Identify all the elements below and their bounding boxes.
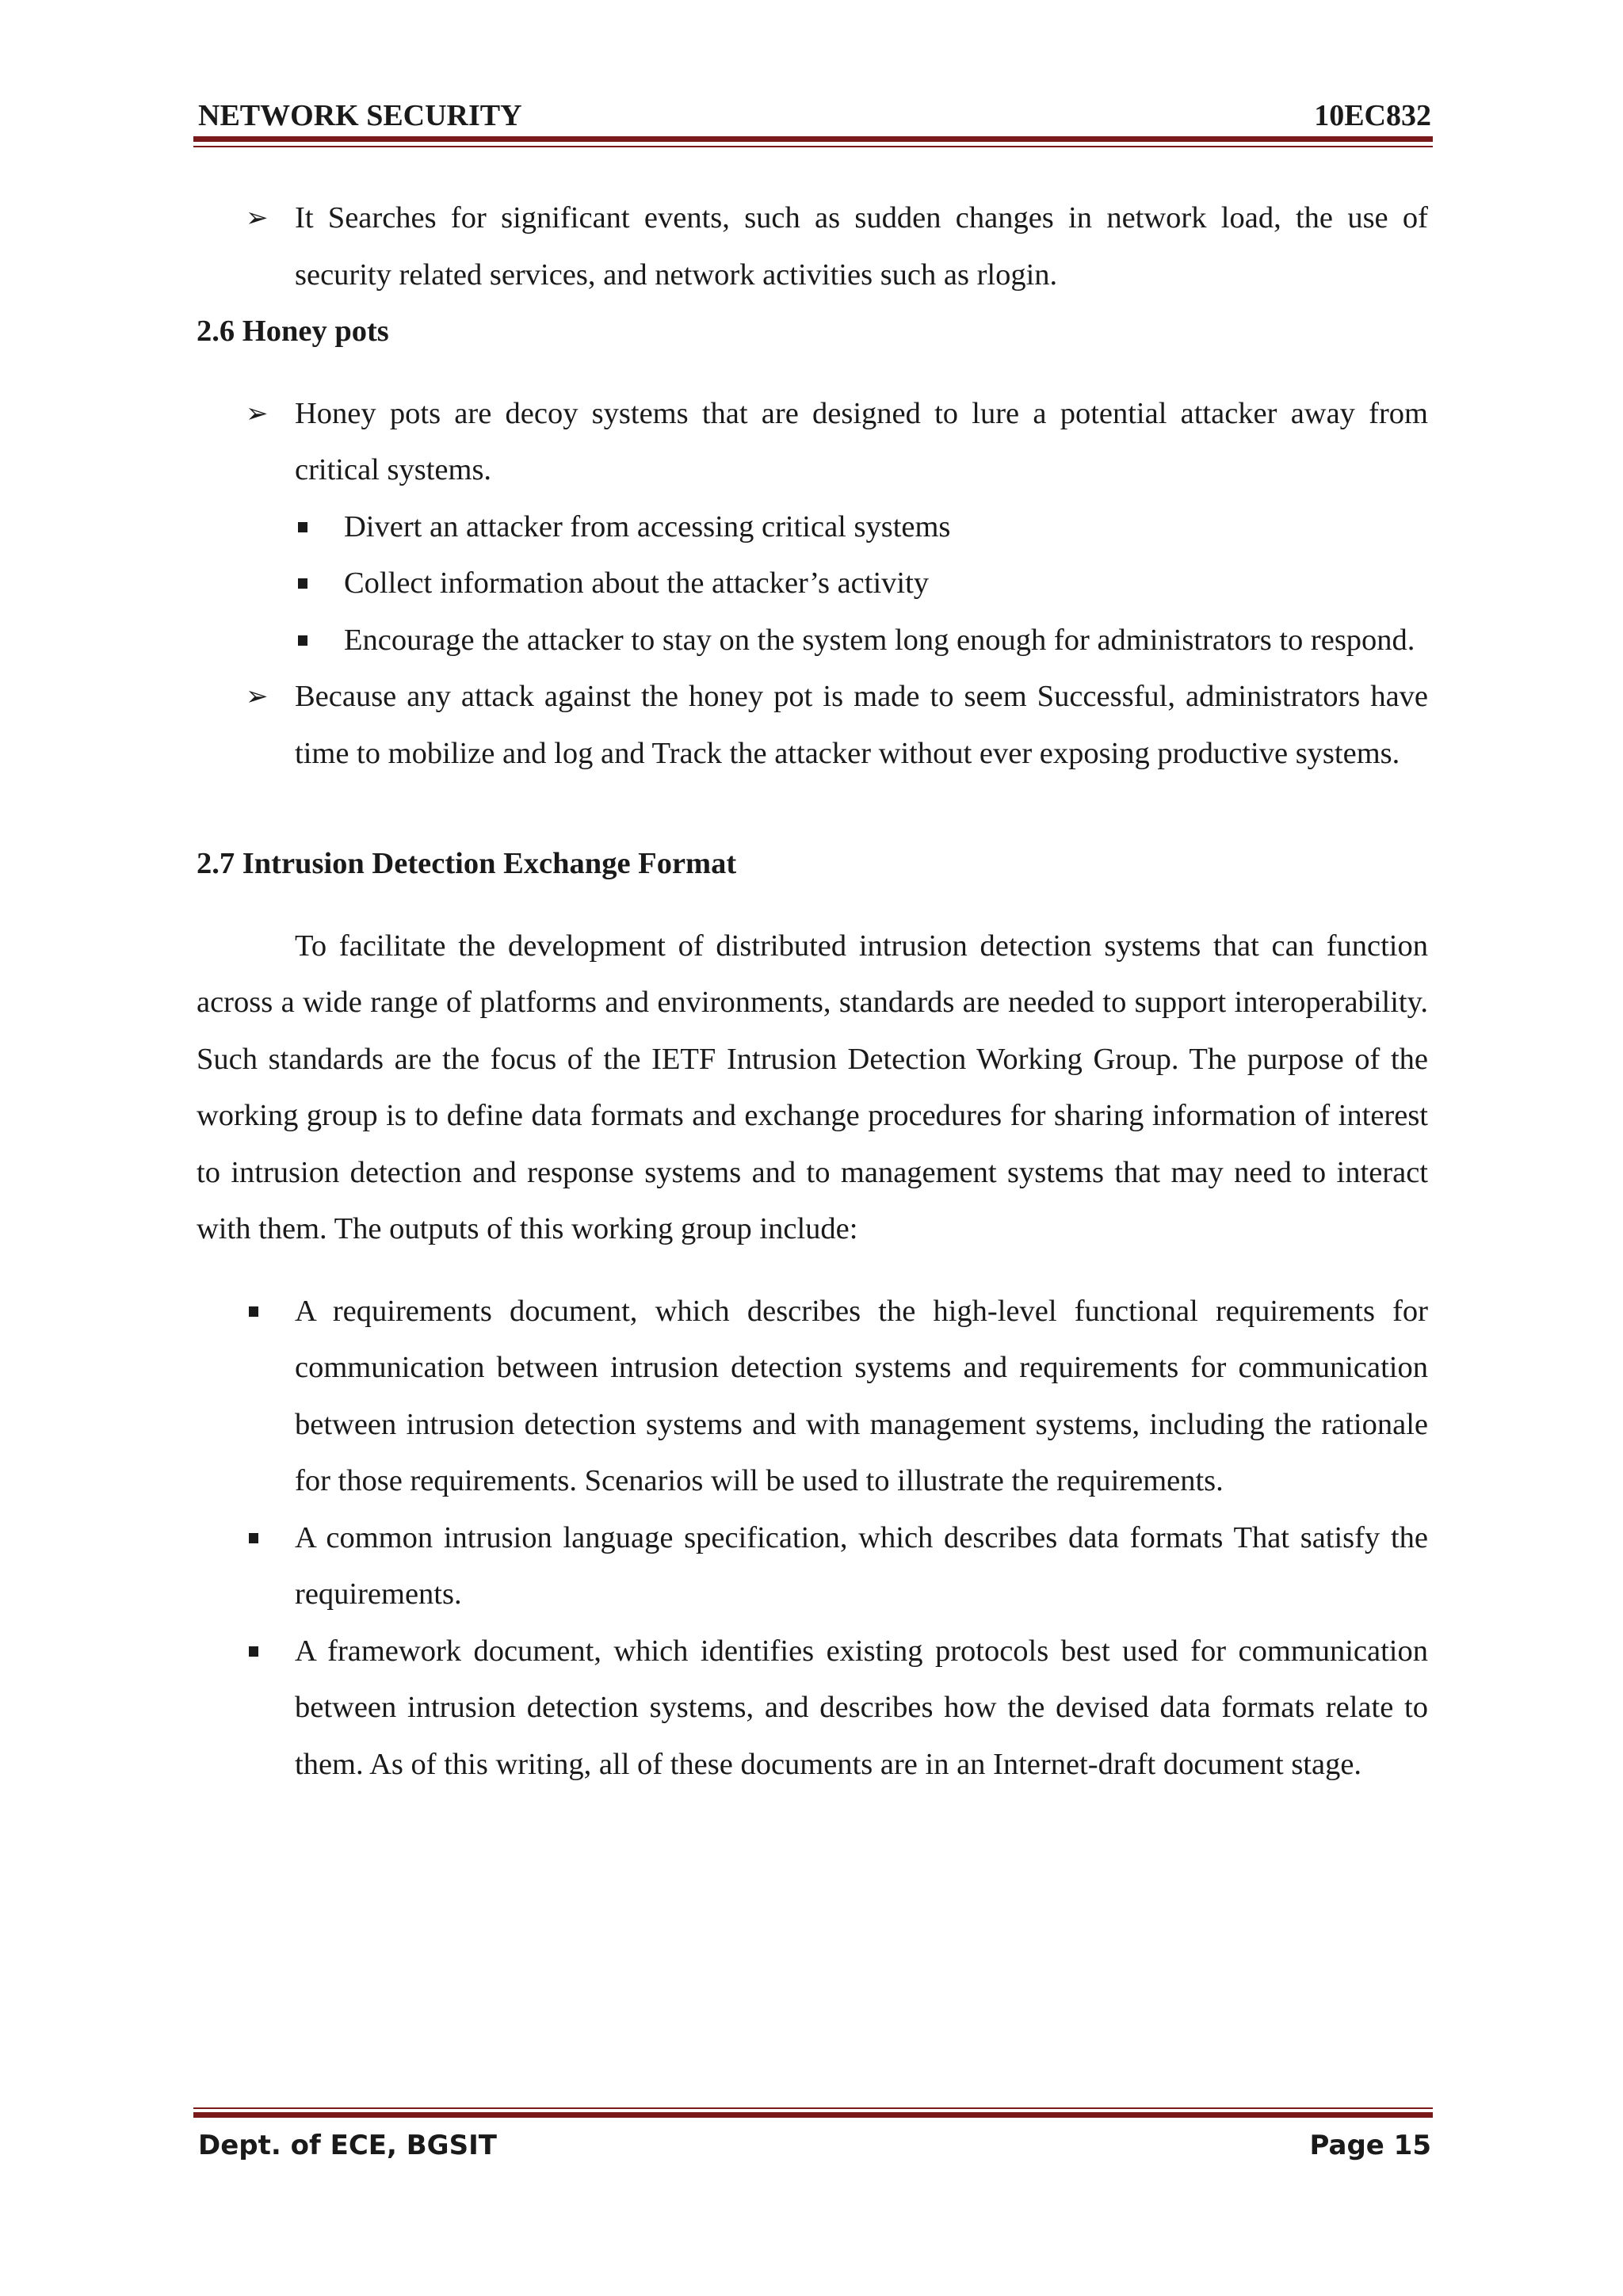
bullet-text: It Searches for significant events, such as sudden changes in network load, the use of security related services, and network activities such as rlogin. [295, 201, 1428, 292]
page-footer [198, 2130, 1431, 2161]
footer-department: Dept. of ECE, BGSIT [198, 2130, 497, 2161]
bullet-text: Honey pots are decoy systems that are designed to lure a potential attacker away from critical systems. [295, 396, 1428, 486]
footer-page-number: Page 15 [1309, 2130, 1431, 2161]
arrow-bullet-item [197, 669, 1428, 782]
arrow-bullet-icon: ➢ [246, 397, 269, 429]
square-bullet-item [197, 1623, 1428, 1794]
square-bullet-icon [298, 635, 307, 646]
header-course-code: 10EC832 [1314, 99, 1431, 132]
sub-bullet-text: Encourage the attacker to stay on the system long enough for administrators to respond. [344, 623, 1415, 657]
footer-rule-thin [193, 2107, 1433, 2109]
square-bullet-icon [249, 1306, 258, 1317]
footer-rule [193, 2112, 1433, 2118]
arrow-bullet-item [197, 386, 1428, 499]
header-rule [193, 136, 1433, 142]
square-bullet-icon [249, 1533, 258, 1543]
output-text: A common intrusion language specification, which describes data formats That satisfy the requirements. [295, 1520, 1428, 1611]
header-course-title: NETWORK SECURITY [198, 99, 522, 132]
header-rule-thin [193, 146, 1433, 147]
arrow-bullet-icon: ➢ [246, 681, 269, 712]
section-paragraph: To facilitate the development of distributed intrusion detection systems that can function across a wide range of platforms and environments, standards are needed to support interoperability. Such standards are the focus of the IETF Intrusion Detection Working Group. The purpose of the working group is to define data formats and exchange procedures for sharing information of interest to intrusion detection and response systems and to management systems that may need to interact with them. The outputs of this working group include: [197, 929, 1428, 1245]
section-heading-honey-pots: 2.6 Honey pots [197, 315, 389, 348]
square-bullet-icon [249, 1646, 258, 1657]
square-bullet-icon [298, 578, 307, 589]
output-text: A framework document, which identifies existing protocols best used for communication between intrusion detection systems, and describes how the devised data formats relate to them. As of this writing, all of these documents are in an Internet-draft document stage. [295, 1634, 1428, 1781]
square-bullet-item [197, 1283, 1428, 1510]
square-bullet-item [197, 555, 1428, 612]
arrow-bullet-item [197, 190, 1428, 303]
sub-bullet-text: Collect information about the attacker’s activity [344, 566, 930, 600]
output-text: A requirements document, which describes the high-level functional requirements for communication between intrusion detection systems and requirements for communication between intrusion detection systems and with management systems, including the rationale for those requirements. Scenarios will be used to illustrate the requirements. [295, 1294, 1428, 1497]
square-bullet-item [197, 612, 1428, 669]
bullet-text: Because any attack against the honey pot is made to seem Successful, administrators have time to mobilize and log and Track the attacker without ever exposing productive systems. [295, 680, 1428, 770]
square-bullet-item [197, 499, 1428, 556]
square-bullet-item [197, 1510, 1428, 1623]
page-header [198, 98, 1431, 133]
page-body [197, 190, 1428, 1793]
square-bullet-icon [298, 522, 307, 532]
sub-bullet-text: Divert an attacker from accessing critical systems [344, 509, 951, 543]
section-heading-idef: 2.7 Intrusion Detection Exchange Format [197, 847, 737, 880]
arrow-bullet-icon: ➢ [246, 202, 269, 234]
